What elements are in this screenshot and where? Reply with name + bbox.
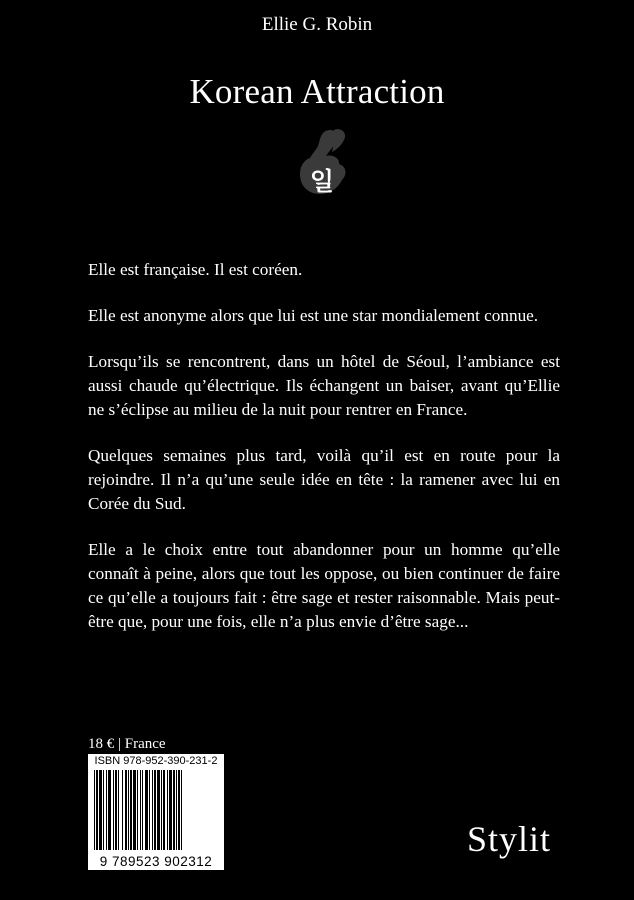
blurb-paragraph-5: Elle a le choix entre tout abandonner pour un homme qu’elle connaît à peine, alors que tout les oppose, ou bien continuer de faire ce qu’elle a toujours fait : être sage et rester raisonnable. Mais peut-être que, pour une fois, elle n’a plus envie d’être sage... (88, 540, 560, 631)
publisher-logo: Stylit (467, 819, 552, 859)
blurb-paragraph-3: Lorsqu’ils se rencontrent, dans un hôtel de Séoul, l’ambiance est aussi chaude qu’électrique. Ils échangent un baiser, avant qu’Ellie ne s’éclipse au milieu de la nuit pour rentrer en France. (88, 352, 560, 419)
price-label: 18 € | France (88, 736, 166, 752)
blurb-paragraph-2: Elle est anonyme alors que lui est une star mondialement connue. (88, 306, 539, 325)
isbn-barcode (88, 754, 224, 870)
barcode-bars (92, 770, 220, 850)
blurb-paragraph-1: Elle est française. Il est coréen. (88, 260, 303, 279)
blurb-paragraph-4: Quelques semaines plus tard, voilà qu’il est en route pour la rejoindre. Il n’a qu’une seule idée en tête : la ramener avec lui en Corée du Sud. (88, 446, 560, 513)
isbn-label: ISBN 978-952-390-231-2 (94, 755, 218, 767)
back-cover-blurb (88, 258, 560, 656)
emblem-glyph: 일 (309, 167, 335, 196)
book-title: Korean Attraction (189, 72, 445, 111)
barcode-digits: 9 789523 902312 (99, 854, 213, 869)
author-name: Ellie G. Robin (261, 14, 373, 35)
